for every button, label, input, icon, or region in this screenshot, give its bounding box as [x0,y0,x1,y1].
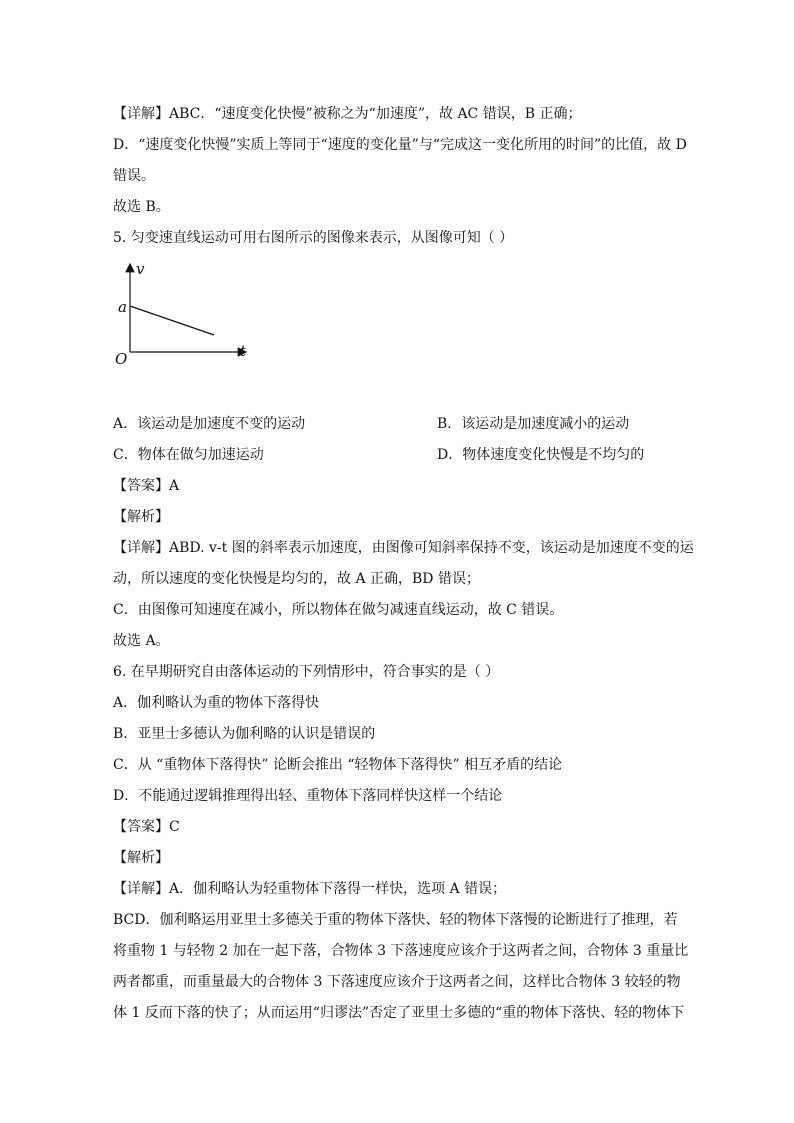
q6-detail-line-2: BCD．伽利略运用亚里士多德关于重的物体下落快、轻的物体下落慢的论断进行了推理，若 [113,912,678,928]
q5-option-d: D．物体速度变化快慢是不均匀的 [437,447,645,463]
q6-option-b: B．亚里士多德认为伽利略的认识是错误的 [113,726,376,742]
q5-detail-line-3: C．由图像可知速度在减小，所以物体在做匀减速直线运动，故 C 错误。 [113,602,564,618]
q5-option-a: A．该运动是加速度不变的运动 [113,416,306,432]
q6-analysis-heading: 【解析】 [113,850,169,866]
q5-conclusion: 故选 A。 [113,633,170,649]
origin-label: O [115,350,128,368]
q5-analysis-heading: 【解析】 [113,509,169,525]
q6-option-d: D．不能通过逻辑推理得出轻、重物体下落同样快这样一个结论 [113,788,503,804]
q5-detail-line-1: 【详解】ABD. v-t 图的斜率表示加速度，由图像可知斜率保持不变，该运动是加速度不变的运 [113,540,694,556]
q5-option-b: B．该运动是加速度减小的运动 [437,416,630,432]
q6-detail-line-1: 【详解】A．伽利略认为轻重物体下落得一样快，选项 A 错误； [113,881,507,897]
q6-stem: 6. 在早期研究自由落体运动的下列情形中，符合事实的是（ ） [113,664,500,680]
q4-detail-line-3: 错误。 [113,168,155,184]
q5-detail-line-2: 动，所以速度的变化快慢是均匀的，故 A 正确，BD 错误； [113,571,480,587]
intercept-label: a [118,298,127,316]
t-axis-label: t [240,342,247,360]
q6-detail-line-4: 两者都重，而重量最大的合物体 3 下落速度应该介于这两者之间，这样比合物体 3 较轻的物 [113,974,681,990]
q5-option-c: C．物体在做匀加速运动 [113,447,264,463]
q6-answer: 【答案】C [113,819,180,835]
q4-detail-line-1: 【详解】ABC．“速度变化快慢”被称之为“加速度”，故 AC 错误，B 正确； [113,106,582,122]
q6-detail-line-3: 将重物 1 与轻物 2 加在一起下落，合物体 3 下落速度应该介于这两者之间，合物体 3 重量比 [113,943,689,959]
q4-detail-line-2: D．“速度变化快慢”实质上等同于“速度的变化量”与“完成这一变化所用的时间”的比值，故 D [113,137,687,153]
q5-answer: 【答案】A [113,478,180,494]
v-axis-label: v [136,260,145,278]
velocity-time-graph [108,258,258,370]
vt-line [130,306,214,335]
q6-detail-line-5: 体 1 反而下落的快了；从而运用“归谬法”否定了亚里士多德的“重的物体下落快、轻的物体下 [113,1005,685,1021]
q5-stem: 5. 匀变速直线运动可用右图所示的图像来表示，从图像可知（ ） [113,230,514,246]
q4-conclusion: 故选 B。 [113,199,170,215]
q6-option-a: A．伽利略认为重的物体下落得快 [113,695,320,711]
q6-option-c: C．从 “重物体下落得快” 论断会推出 “轻物体下落得快” 相互矛盾的结论 [113,757,563,773]
